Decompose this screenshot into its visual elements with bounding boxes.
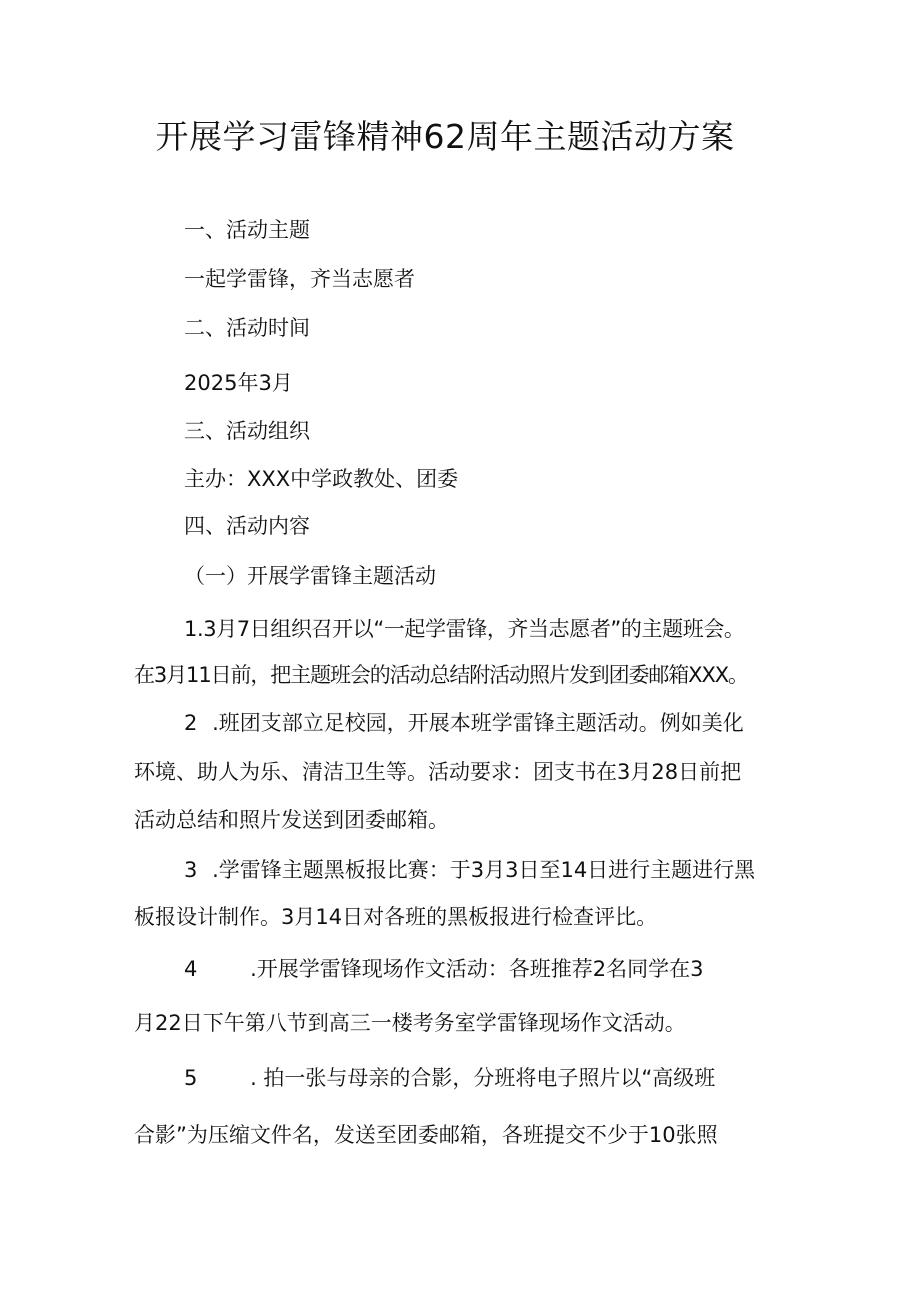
item-1-line-1: 1.3月7日组织召开以“一起学雷锋，齐当志愿者”的主题班会。 <box>184 617 745 641</box>
item-5-line-1-text: . 拍一张与母亲的合影，分班将电子照片以“高级班 <box>250 1066 716 1090</box>
item-2-line-1 <box>184 708 744 738</box>
item-3-line-1 <box>184 855 755 885</box>
document-title: 开展学习雷锋精神62周年主题活动方案 <box>155 117 735 156</box>
item-2-number: 2 <box>184 711 198 735</box>
item-4-line-2: 月22日下午第八节到高三一楼考务室学雷锋现场作文活动。 <box>134 1011 686 1035</box>
item-5-line-1 <box>184 1063 715 1093</box>
section-3-body: 主办：XXX中学政教处、团委 <box>184 467 459 491</box>
item-5-number: 5 <box>184 1066 198 1090</box>
section-4-heading: 四、活动内容 <box>184 514 310 538</box>
section-2-heading: 二、活动时间 <box>184 316 310 340</box>
item-3-line-2: 板报设计制作。3月14日对各班的黑板报进行检查评比。 <box>134 905 658 929</box>
item-4-line-1 <box>184 954 703 984</box>
section-1-body: 一起学雷锋，齐当志愿者 <box>184 267 415 291</box>
subsection-1-heading: （一）开展学雷锋主题活动 <box>184 564 436 588</box>
section-1-heading: 一、活动主题 <box>184 218 310 242</box>
section-2-body: 2025年3月 <box>184 371 293 395</box>
item-1-line-2: 在3月11日前，把主题班会的活动总结附活动照片发到团委邮箱XXX。 <box>134 663 748 687</box>
item-4-number: 4 <box>184 957 198 981</box>
item-5-line-2: 合影”为压缩文件名，发送至团委邮箱，各班提交不少于10张照 <box>134 1123 718 1147</box>
section-3-heading: 三、活动组织 <box>184 419 310 443</box>
item-2-line-1-text: .班团支部立足校园，开展本班学雷锋主题活动。例如美化 <box>212 711 744 735</box>
item-2-line-3: 活动总结和照片发送到团委邮箱。 <box>134 808 449 832</box>
item-3-number: 3 <box>184 858 198 882</box>
item-3-line-1-text: .学雷锋主题黑板报比赛：于3月3日至14日进行主题进行黑 <box>212 858 756 882</box>
item-4-line-1-text: .开展学雷锋现场作文活动：各班推荐2名同学在3 <box>250 957 704 981</box>
item-2-line-2: 环境、助人为乐、清洁卫生等。活动要求：团支书在3月28日前把 <box>134 760 742 784</box>
